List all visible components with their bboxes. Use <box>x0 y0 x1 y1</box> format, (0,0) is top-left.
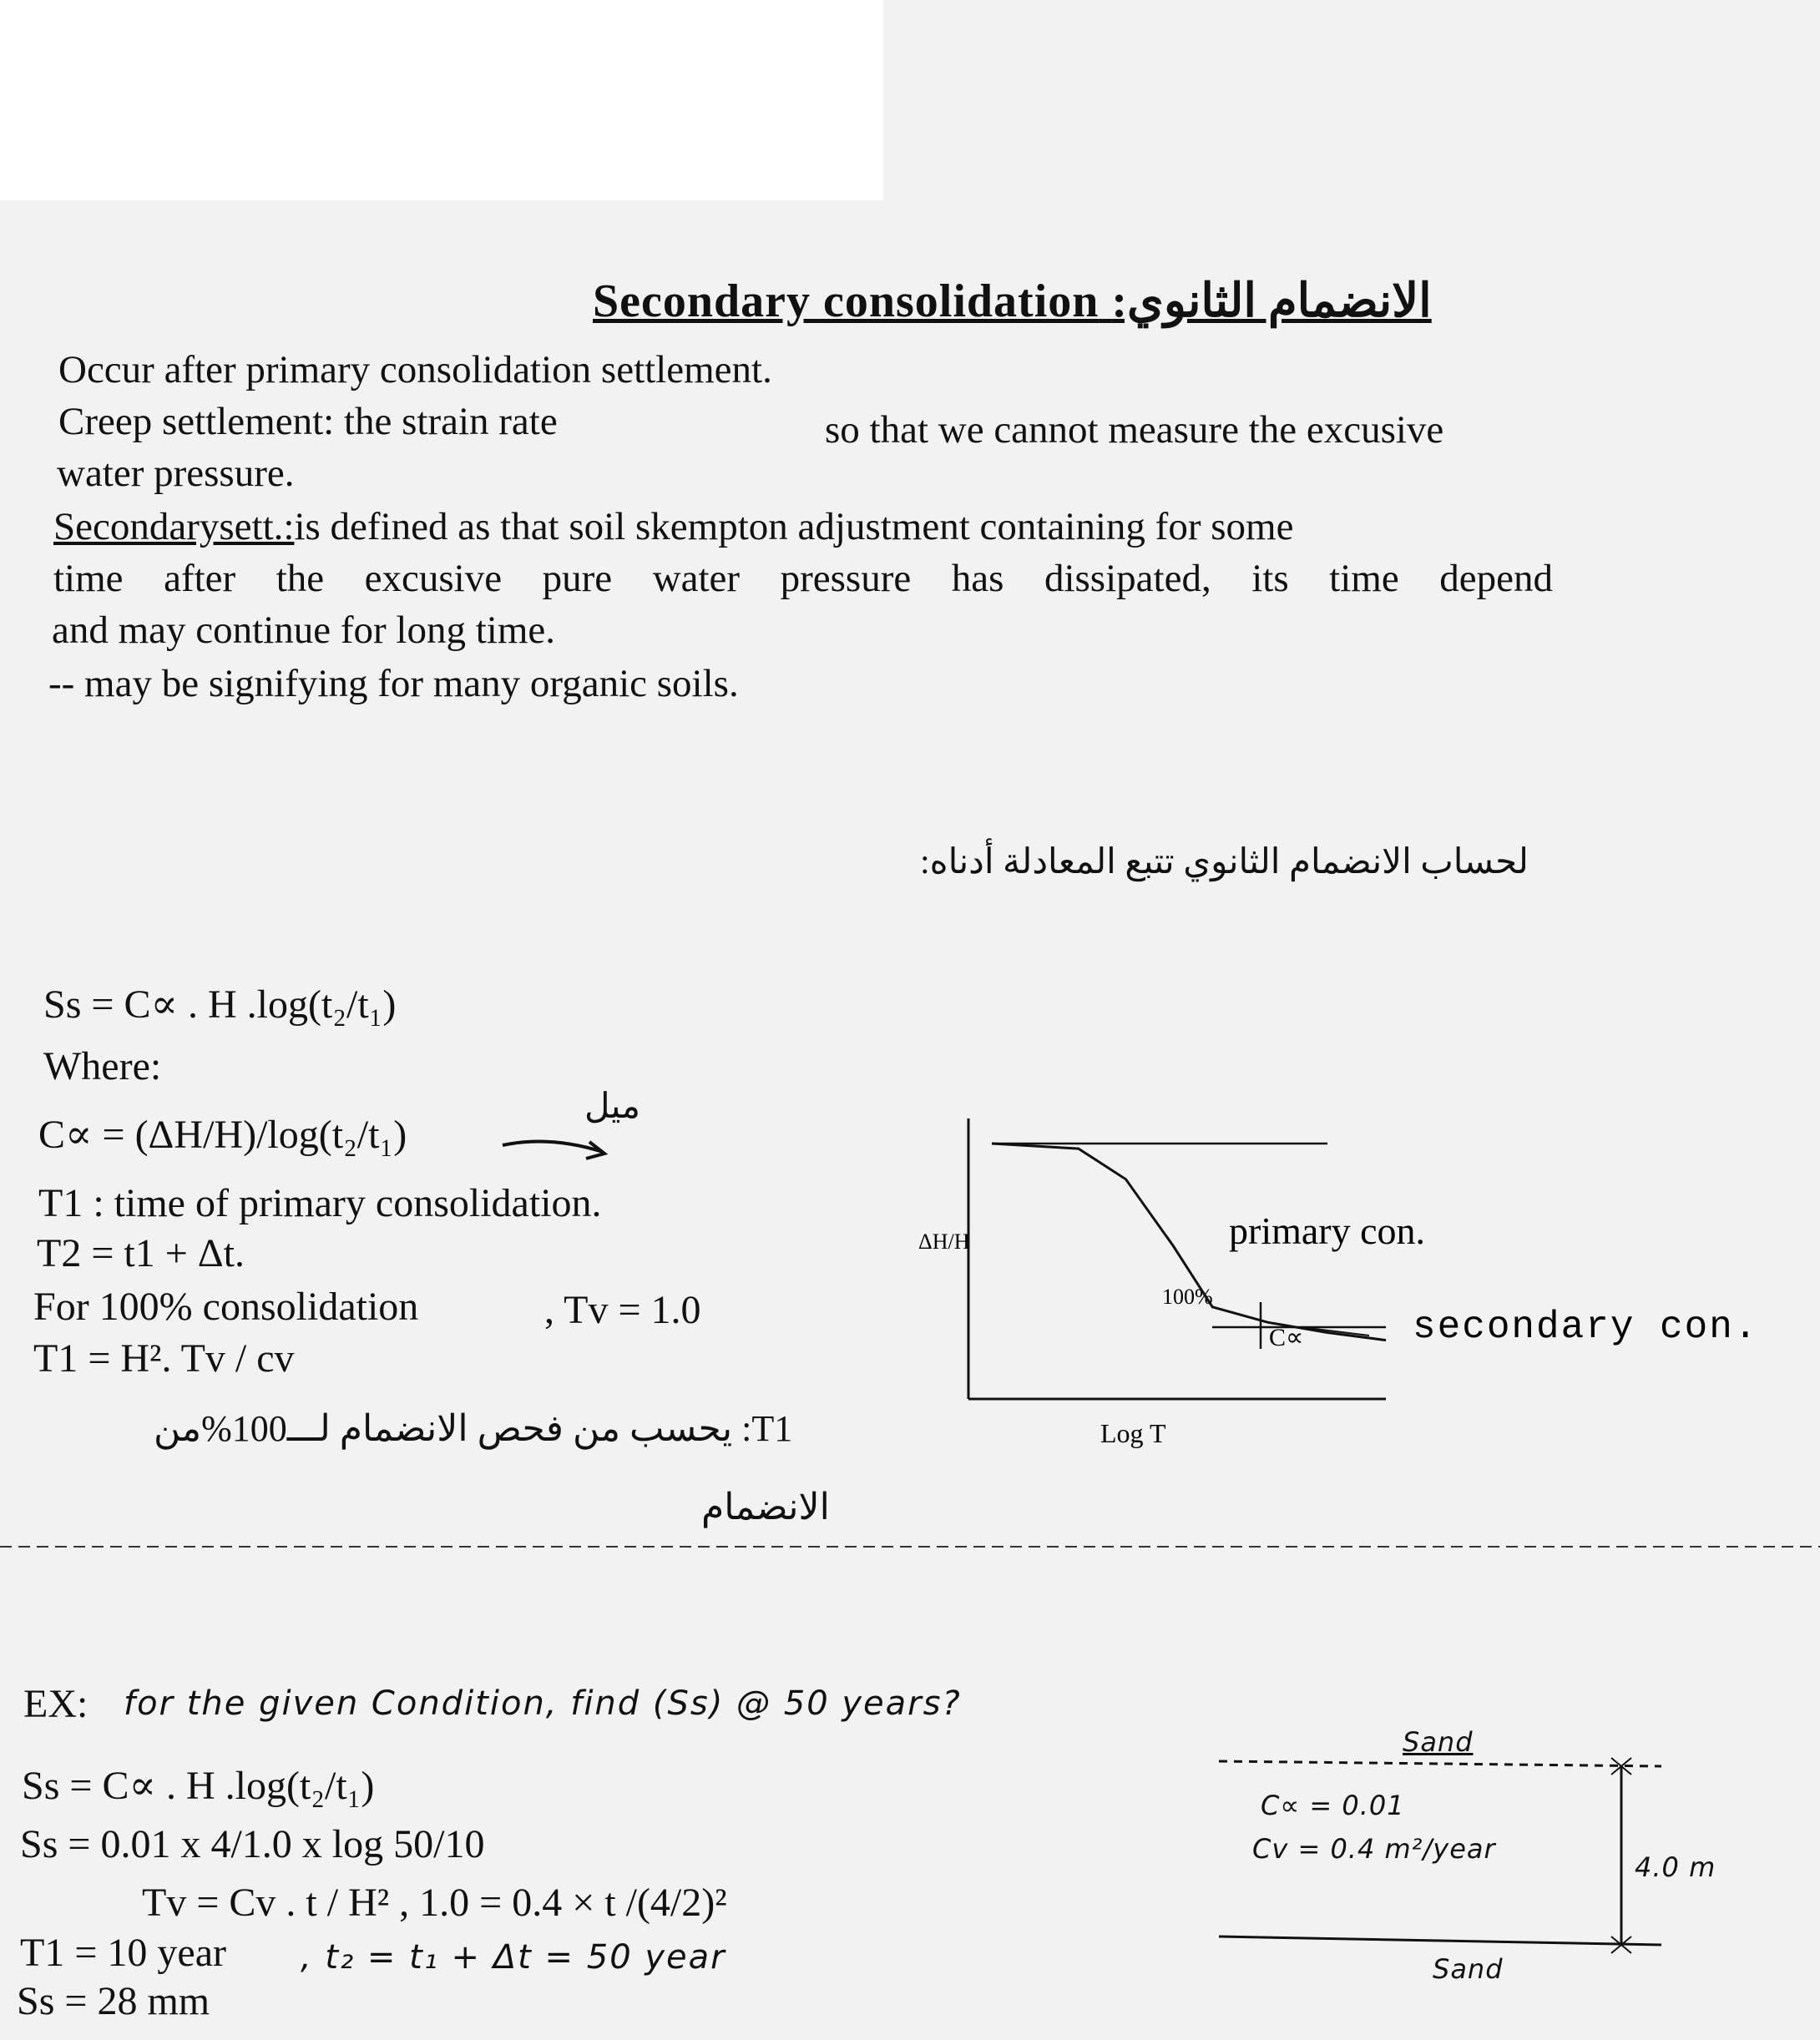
tv-value: , Tv = 1.0 <box>544 1288 701 1332</box>
definition-line-1 <box>53 507 1293 547</box>
y-axis-label: ΔH/H <box>918 1230 970 1254</box>
slope-note-arabic: ميل <box>584 1088 640 1126</box>
example-result: Ss = 28 mm <box>17 1979 210 2023</box>
percent-label: 100% <box>1162 1285 1213 1309</box>
primary-label: primary con. <box>1229 1209 1426 1252</box>
organic-soils-line: -- may be signifying for many organic soils. <box>48 662 739 705</box>
intro-line-2a: Creep settlement: the strain rate <box>58 400 558 443</box>
example-equation-1: Ss = C∝ . H .log(t₂/t₁) <box>22 1764 375 1808</box>
example-t2-handwritten: , t₂ = t₁ + Δt = 50 year <box>301 1938 726 1977</box>
t1-equation: T1 = H². Tv / cv <box>33 1336 295 1381</box>
where-label: Where: <box>43 1044 162 1088</box>
soil-thickness: 4.0 m <box>1635 1851 1716 1883</box>
definition-text-1: is defined as that soil skempton adjustment containing for some <box>294 505 1294 548</box>
page-title <box>593 274 1432 328</box>
dashed-separator <box>0 1544 1820 1549</box>
for-100-consolidation: For 100% consolidation <box>33 1285 419 1329</box>
example-question: for the given Condition, find (Ss) @ 50 years? <box>124 1684 962 1723</box>
blank-scan-area <box>0 0 883 200</box>
secondary-label: secondary con. <box>1413 1305 1759 1349</box>
slope-label: C∝ <box>1269 1324 1304 1351</box>
intro-line-1: Occur after primary consolidation settlement. <box>58 348 772 391</box>
title-english: Secondary consolidation <box>593 275 1100 327</box>
example-equation-2: Ss = 0.01 x 4/1.0 x log 50/10 <box>20 1822 485 1866</box>
consolidation-chart <box>918 1102 1759 1452</box>
definition-line-3: and may continue for long time. <box>52 608 556 652</box>
definition-term: Secondarysett.: <box>53 505 295 548</box>
example-equation-4: T1 = 10 year <box>20 1931 226 1975</box>
t2-definition: T2 = t1 + Δt. <box>37 1231 245 1275</box>
soil-c-alpha: C∝ = 0.01 <box>1261 1790 1405 1821</box>
soil-cv: Cv = 0.4 m²/year <box>1252 1833 1496 1865</box>
arabic-t1-line-1: T1: يحسب من فحص الانضمام لـــ100%من <box>154 1408 793 1449</box>
x-axis-label: Log T <box>1100 1418 1166 1448</box>
soil-bottom-layer: Sand <box>1433 1953 1504 1985</box>
arabic-equation-note: لحساب الانضمام الثانوي تتبع المعادلة أدناه: <box>920 843 1529 881</box>
definition-line-2: time after the excusive pure water pressure has dissipated, its time depend <box>53 557 1553 600</box>
t1-definition: T1 : time of primary consolidation. <box>38 1181 602 1225</box>
soil-top-layer: Sand <box>1403 1726 1474 1758</box>
intro-line-3: water pressure. <box>57 452 295 495</box>
arabic-t1-line-2: الانضمام <box>701 1487 830 1527</box>
example-equation-3: Tv = Cv . t / H² , 1.0 = 0.4 × t /(4/2)² <box>142 1881 727 1925</box>
example-label: EX: <box>23 1682 88 1726</box>
intro-line-2b: so that we cannot measure the excusive <box>825 408 1444 452</box>
equation-c-alpha: C∝ = (ΔH/H)/log(t₂/t₁) <box>38 1113 407 1157</box>
title-arabic: الانضمام الثانوي: <box>1111 275 1432 327</box>
equation-secondary-settlement: Ss = C∝ . H .log(t₂/t₁) <box>43 982 397 1027</box>
